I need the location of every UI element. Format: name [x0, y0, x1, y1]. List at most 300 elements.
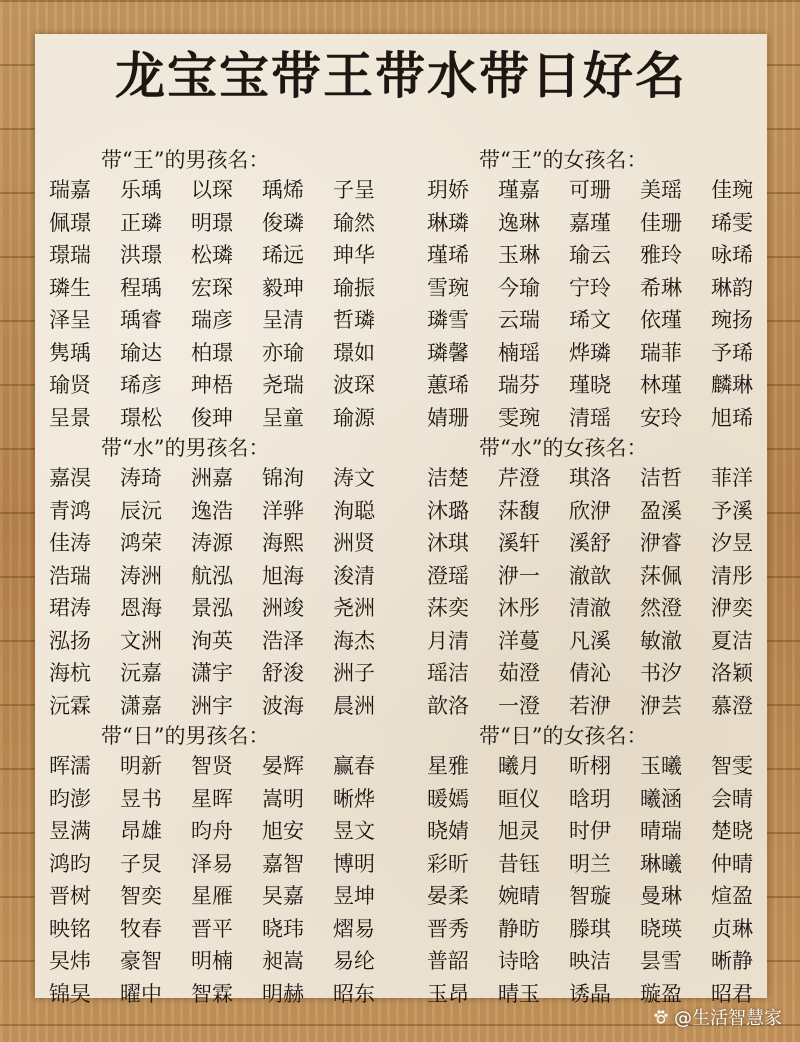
name-entry: 清彤: [711, 563, 753, 588]
name-entry: 暖嫣: [427, 786, 469, 811]
name-entry: 琋彦: [120, 373, 162, 397]
name-entry: 晓瑛: [640, 916, 682, 941]
name-entry: 牧春: [120, 916, 162, 941]
name-row: [427, 750, 767, 783]
name-entry: 璘生: [49, 275, 91, 300]
name-entry: 洪璟: [120, 243, 162, 267]
name-entry: 沅嘉: [120, 661, 162, 685]
name-entry: 晴瑞: [640, 819, 682, 843]
name-entry: 月清: [427, 628, 469, 653]
name-entry: 玉曦: [640, 754, 682, 778]
name-row: [49, 913, 389, 946]
name-entry: 莯奕: [427, 596, 469, 620]
name-entry: 瑶洁: [427, 661, 469, 685]
name-entry: 海杰: [333, 628, 375, 653]
name-entry: 昂雄: [120, 819, 162, 843]
name-entry: 泓扬: [49, 628, 91, 653]
name-row: [49, 369, 389, 402]
name-entry: 盈溪: [640, 498, 682, 523]
name-entry: 曜中: [120, 981, 162, 1006]
name-entry: 洲嘉: [191, 466, 233, 490]
name-entry: 璟如: [333, 340, 375, 365]
girl-names-column: [427, 146, 767, 1010]
name-entry: 安玲: [640, 405, 682, 430]
name-entry: 蕙琋: [427, 373, 469, 397]
name-entry: 景泓: [191, 596, 233, 620]
name-row: [49, 783, 389, 816]
section-ri-boy: [49, 722, 389, 1010]
name-row: [427, 369, 767, 402]
name-row: [49, 848, 389, 881]
name-row: [49, 304, 389, 337]
name-entry: 涛琦: [120, 466, 162, 490]
name-row: [427, 239, 767, 272]
name-entry: 璘雪: [427, 308, 469, 332]
name-row: [49, 402, 389, 435]
name-row: [49, 495, 389, 528]
name-entry: 昀澎: [49, 786, 91, 811]
name-entry: 呈清: [262, 308, 304, 332]
name-entry: 洵聪: [333, 498, 375, 523]
name-entry: 晏辉: [262, 754, 304, 778]
name-entry: 晓玮: [262, 916, 304, 941]
name-entry: 晋树: [49, 884, 91, 908]
name-entry: 瑞彦: [191, 308, 233, 332]
name-entry: 晗玥: [569, 786, 611, 811]
name-entry: 沐璐: [427, 498, 469, 523]
section-heading: 带“水”的女孩名：: [479, 436, 648, 460]
name-row: [49, 337, 389, 370]
name-entry: 玉昂: [427, 981, 469, 1006]
section-wang-girl: [427, 146, 767, 434]
name-entry: 涛源: [191, 531, 233, 555]
name-entry: 嘉智: [262, 851, 304, 876]
name-entry: 雅玲: [640, 243, 682, 267]
name-entry: 佳涛: [49, 531, 91, 555]
name-entry: 智璇: [569, 884, 611, 908]
name-entry: 清澈: [569, 596, 611, 620]
name-entry: 洲竣: [262, 596, 304, 620]
name-entry: 昱书: [120, 786, 162, 811]
name-entry: 呈景: [49, 405, 91, 430]
name-row: [427, 207, 767, 240]
name-entry: 浚清: [333, 563, 375, 588]
name-entry: 麟琳: [711, 373, 753, 397]
name-entry: 潇嘉: [120, 693, 162, 718]
name-row: [427, 462, 767, 495]
name-entry: 正璘: [120, 210, 162, 235]
name-row: [427, 337, 767, 370]
name-entry: 明新: [120, 754, 162, 778]
name-entry: 洁楚: [427, 466, 469, 490]
name-entry: 瑞芬: [498, 373, 540, 397]
name-entry: 波海: [262, 693, 304, 718]
name-entry: 瑾嘉: [498, 178, 540, 202]
name-entry: 琋文: [569, 308, 611, 332]
name-entry: 晨洲: [333, 693, 375, 718]
section-heading: 带“王”的女孩名：: [479, 148, 648, 172]
name-entry: 熠易: [333, 916, 375, 941]
name-entry: 星晖: [191, 786, 233, 811]
name-entry: 智贤: [191, 754, 233, 778]
paw-icon: [652, 1008, 670, 1026]
name-entry: 旲炜: [49, 949, 91, 973]
section-shui-boy: [49, 434, 389, 722]
name-entry: 涛洲: [120, 563, 162, 588]
name-entry: 瑾晓: [569, 373, 611, 397]
name-entry: 易纶: [333, 949, 375, 973]
name-entry: 昭东: [333, 981, 375, 1006]
name-entry: 隽瑀: [49, 340, 91, 365]
name-entry: 旭安: [262, 819, 304, 843]
name-entry: 海杭: [49, 661, 91, 685]
name-row: [427, 560, 767, 593]
name-entry: 文洲: [120, 628, 162, 653]
name-row: [427, 592, 767, 625]
name-entry: 呈童: [262, 405, 304, 430]
name-entry: 书汐: [640, 661, 682, 685]
name-entry: 洋骅: [262, 498, 304, 523]
watermark: [652, 1004, 782, 1030]
name-entry: 静昉: [498, 916, 540, 941]
name-entry: 琳曦: [640, 851, 682, 876]
name-entry: 琋雯: [711, 210, 753, 235]
name-entry: 鸿昀: [49, 851, 91, 876]
name-row: [427, 783, 767, 816]
name-entry: 珅华: [333, 243, 375, 267]
name-entry: 洁哲: [640, 466, 682, 490]
name-entry: 豪智: [120, 949, 162, 973]
name-entry: 晏柔: [427, 884, 469, 908]
name-entry: 澄瑶: [427, 563, 469, 588]
name-entry: 映铭: [49, 916, 91, 941]
name-entry: 澈歆: [569, 563, 611, 588]
name-entry: 洛颖: [711, 661, 753, 685]
name-entry: 瑞菲: [640, 340, 682, 365]
watermark-text: @生活智慧家: [674, 1008, 782, 1029]
name-entry: 一澄: [498, 693, 540, 718]
name-entry: 赢春: [333, 754, 375, 778]
name-entry: 仲晴: [711, 851, 753, 876]
name-entry: 佩璟: [49, 210, 91, 235]
name-entry: 辰沅: [120, 498, 162, 523]
boy-names-column: [49, 146, 389, 1010]
name-entry: 会晴: [711, 786, 753, 811]
name-entry: 烨璘: [569, 340, 611, 365]
name-entry: 俊珅: [191, 405, 233, 430]
name-entry: 夏洁: [711, 628, 753, 653]
name-entry: 宁玲: [569, 275, 611, 300]
name-row: [49, 880, 389, 913]
name-row: [427, 880, 767, 913]
name-entry: 亦瑜: [262, 340, 304, 365]
name-entry: 恩海: [120, 596, 162, 620]
name-entry: 映洁: [569, 949, 611, 973]
name-row: [427, 945, 767, 978]
name-entry: 瑞嘉: [49, 178, 91, 202]
name-entry: 晰静: [711, 949, 753, 973]
name-entry: 明楠: [191, 949, 233, 973]
name-entry: 程瑀: [120, 275, 162, 300]
name-entry: 明璟: [191, 210, 233, 235]
name-entry: 珅梧: [191, 373, 233, 397]
name-entry: 嘉淏: [49, 466, 91, 490]
name-entry: 晖濡: [49, 754, 91, 778]
name-entry: 浩瑞: [49, 563, 91, 588]
name-entry: 逸浩: [191, 498, 233, 523]
name-entry: 沅霖: [49, 693, 91, 718]
name-row: [427, 495, 767, 528]
name-entry: 璟瑞: [49, 243, 91, 267]
name-entry: 咏琋: [711, 243, 753, 267]
name-row: [427, 657, 767, 690]
name-entry: 敏澈: [640, 628, 682, 653]
name-entry: 晓婧: [427, 819, 469, 843]
name-entry: 瑜源: [333, 405, 375, 430]
name-entry: 智雯: [711, 754, 753, 778]
name-entry: 星雅: [427, 754, 469, 778]
name-row: [49, 815, 389, 848]
name-row: [49, 174, 389, 207]
name-entry: 滕琪: [569, 916, 611, 941]
name-row: [49, 945, 389, 978]
paper-sheet: [35, 34, 767, 1006]
name-entry: 潇宇: [191, 661, 233, 685]
name-entry: 昶嵩: [262, 949, 304, 973]
section-heading: 带“王”的男孩名：: [101, 148, 270, 172]
name-entry: 曼琳: [640, 884, 682, 908]
name-entry: 彩昕: [427, 851, 469, 876]
name-entry: 普韶: [427, 949, 469, 973]
name-entry: 沐彤: [498, 596, 540, 620]
name-entry: 松璘: [191, 243, 233, 267]
name-entry: 莯佩: [640, 563, 682, 588]
name-entry: 菲洋: [711, 466, 753, 490]
name-entry: 莯馥: [498, 498, 540, 523]
name-entry: 子炅: [120, 851, 162, 876]
name-entry: 泽易: [191, 851, 233, 876]
name-entry: 瑾琋: [427, 243, 469, 267]
name-entry: 锦洵: [262, 466, 304, 490]
name-entry: 洵英: [191, 628, 233, 653]
name-entry: 瑜达: [120, 340, 162, 365]
name-row: [49, 207, 389, 240]
name-entry: 婧珊: [427, 405, 469, 430]
name-entry: 欣洢: [569, 498, 611, 523]
name-entry: 汐昱: [711, 531, 753, 555]
name-entry: 昕栩: [569, 754, 611, 778]
name-entry: 时伊: [569, 819, 611, 843]
name-row: [427, 402, 767, 435]
name-row: [49, 462, 389, 495]
name-entry: 洲贤: [333, 531, 375, 555]
name-entry: 芹澄: [498, 466, 540, 490]
name-entry: 明赫: [262, 981, 304, 1006]
name-entry: 若洢: [569, 693, 611, 718]
name-entry: 楠瑶: [498, 340, 540, 365]
name-row: [49, 690, 389, 723]
name-entry: 泽呈: [49, 308, 91, 332]
name-entry: 溪轩: [498, 531, 540, 555]
name-row: [49, 978, 389, 1011]
name-entry: 云瑞: [498, 308, 540, 332]
name-entry: 晋平: [191, 916, 233, 941]
name-entry: 洲宇: [191, 693, 233, 718]
name-row: [427, 913, 767, 946]
name-entry: 舒浚: [262, 661, 304, 685]
name-entry: 瑀烯: [262, 178, 304, 202]
name-entry: 琳韵: [711, 275, 753, 300]
section-heading: 带“日”的女孩名：: [479, 724, 648, 748]
name-entry: 瑜然: [333, 210, 375, 235]
name-entry: 洢奕: [711, 596, 753, 620]
name-row: [427, 815, 767, 848]
name-entry: 智霖: [191, 981, 233, 1006]
name-entry: 琪洛: [569, 466, 611, 490]
name-entry: 玥娇: [427, 178, 469, 202]
name-entry: 晋秀: [427, 916, 469, 941]
name-row: [49, 592, 389, 625]
name-entry: 依瑾: [640, 308, 682, 332]
name-entry: 昔钰: [498, 851, 540, 876]
name-entry: 晰烨: [333, 786, 375, 811]
name-entry: 煊盈: [711, 884, 753, 908]
name-entry: 雪琬: [427, 275, 469, 300]
name-entry: 昱满: [49, 819, 91, 843]
name-row: [49, 239, 389, 272]
name-entry: 璇盈: [640, 981, 682, 1006]
name-row: [49, 625, 389, 658]
name-entry: 嘉瑾: [569, 210, 611, 235]
name-entry: 凡溪: [569, 628, 611, 653]
name-entry: 尧瑞: [262, 373, 304, 397]
section-shui-girl: [427, 434, 767, 722]
name-entry: 柏璟: [191, 340, 233, 365]
name-entry: 曦月: [498, 754, 540, 778]
name-entry: 慕澄: [711, 693, 753, 718]
name-entry: 昱坤: [333, 884, 375, 908]
name-row: [427, 272, 767, 305]
name-entry: 以琛: [191, 178, 233, 202]
name-entry: 宏琛: [191, 275, 233, 300]
name-entry: 尧洲: [333, 596, 375, 620]
name-entry: 浩泽: [262, 628, 304, 653]
name-entry: 诗晗: [498, 949, 540, 973]
name-entry: 昭君: [711, 981, 753, 1006]
section-wang-boy: [49, 146, 389, 434]
name-entry: 倩沁: [569, 661, 611, 685]
name-entry: 林瑾: [640, 373, 682, 397]
name-entry: 昙雪: [640, 949, 682, 973]
name-row: [49, 272, 389, 305]
name-entry: 璘馨: [427, 340, 469, 365]
name-entry: 昀舟: [191, 819, 233, 843]
name-entry: 今瑜: [498, 275, 540, 300]
name-entry: 旭琋: [711, 405, 753, 430]
page-title: 龙宝宝带王带水带日好名: [115, 46, 687, 105]
name-entry: 晴玉: [498, 981, 540, 1006]
name-entry: 贞琳: [711, 916, 753, 941]
section-heading: 带“日”的男孩名：: [101, 724, 270, 748]
name-row: [427, 304, 767, 337]
name-entry: 嵩明: [262, 786, 304, 811]
name-entry: 清瑶: [569, 405, 611, 430]
name-entry: 佳琬: [711, 178, 753, 202]
name-entry: 歆洛: [427, 693, 469, 718]
name-entry: 予溪: [711, 498, 753, 523]
name-entry: 可珊: [569, 178, 611, 202]
name-entry: 青鸿: [49, 498, 91, 523]
name-entry: 智奕: [120, 884, 162, 908]
name-row: [427, 174, 767, 207]
name-entry: 俊璘: [262, 210, 304, 235]
name-row: [49, 560, 389, 593]
name-entry: 锦旲: [49, 981, 91, 1006]
name-entry: 瑜振: [333, 275, 375, 300]
name-entry: 洢芸: [640, 693, 682, 718]
name-entry: 瑀睿: [120, 308, 162, 332]
name-entry: 楚晓: [711, 819, 753, 843]
name-entry: 茹澄: [498, 661, 540, 685]
name-entry: 星雁: [191, 884, 233, 908]
name-row: [427, 690, 767, 723]
name-row: [49, 750, 389, 783]
name-entry: 曦涵: [640, 786, 682, 811]
name-entry: 然澄: [640, 596, 682, 620]
name-row: [49, 657, 389, 690]
name-row: [427, 527, 767, 560]
name-entry: 璟松: [120, 405, 162, 430]
name-entry: 晅仪: [498, 786, 540, 811]
name-entry: 涛文: [333, 466, 375, 490]
name-entry: 瑜贤: [49, 373, 91, 397]
name-entry: 琳璘: [427, 210, 469, 235]
name-entry: 琋远: [262, 243, 304, 267]
name-entry: 博明: [333, 851, 375, 876]
name-entry: 雯琬: [498, 405, 540, 430]
name-entry: 瑜云: [569, 243, 611, 267]
name-entry: 琬扬: [711, 308, 753, 332]
name-entry: 航泓: [191, 563, 233, 588]
section-heading: 带“水”的男孩名：: [101, 436, 270, 460]
name-entry: 洢睿: [640, 531, 682, 555]
name-entry: 旭海: [262, 563, 304, 588]
section-ri-girl: [427, 722, 767, 1010]
name-entry: 明兰: [569, 851, 611, 876]
name-entry: 诱晶: [569, 981, 611, 1006]
name-entry: 婉晴: [498, 884, 540, 908]
name-entry: 海熙: [262, 531, 304, 555]
name-entry: 美瑶: [640, 178, 682, 202]
name-entry: 洲子: [333, 661, 375, 685]
name-entry: 希琳: [640, 275, 682, 300]
name-entry: 旭灵: [498, 819, 540, 843]
name-entry: 佳珊: [640, 210, 682, 235]
name-row: [427, 625, 767, 658]
name-entry: 洋蔓: [498, 628, 540, 653]
name-entry: 昱文: [333, 819, 375, 843]
name-entry: 波琛: [333, 373, 375, 397]
name-entry: 旲嘉: [262, 884, 304, 908]
name-entry: 洢一: [498, 563, 540, 588]
name-entry: 鸿荣: [120, 531, 162, 555]
name-row: [427, 848, 767, 881]
name-entry: 子呈: [333, 178, 375, 202]
name-entry: 沐琪: [427, 531, 469, 555]
name-entry: 毅珅: [262, 275, 304, 300]
name-entry: 予琋: [711, 340, 753, 365]
name-row: [49, 527, 389, 560]
